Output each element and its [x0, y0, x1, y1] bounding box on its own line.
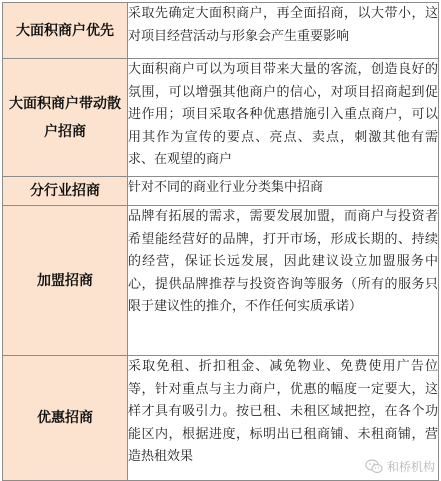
table-row — [3, 59, 439, 177]
strategy-label: 分行业招商 — [3, 177, 128, 206]
strategy-label: 大面积商户优先 — [3, 3, 128, 59]
watermark — [365, 458, 435, 475]
strategy-label: 优惠招商 — [3, 356, 128, 481]
strategy-description: 品牌有拓展的需求，需要发展加盟，而商户与投资者希望能经营好的品牌，打开市场，形成长期的、持续的经营，保证长远发展，因此建议设立加盟服务中心，提供品牌推荐与投资咨询等服务（所有的服务只限于建议性的推介，不作任何实质承诺） — [128, 206, 439, 356]
wechat-icon — [365, 459, 383, 474]
strategy-label: 加盟招商 — [3, 206, 128, 356]
table-row — [3, 206, 439, 356]
strategy-description: 大面积商户可以为项目带来大量的客流，创造良好的氛围，可以增强其他商户的信心，对项目招商起到促进作用；项目采取各种优惠措施引入重点商户，可以用其作为宣传的要点、亮点、卖点，刺激其他有需求、在观望的商户 — [128, 59, 439, 177]
leasing-strategy-table — [2, 2, 439, 481]
watermark-text: 和桥机构 — [386, 460, 435, 474]
strategy-description: 针对不同的商业行业分类集中招商 — [128, 177, 439, 206]
table-row — [3, 177, 439, 206]
table-row — [3, 3, 439, 59]
strategy-label: 大面积商户带动散户招商 — [3, 59, 128, 177]
strategy-description: 采取免租、折扣租金、减免物业、免费使用广告位等，针对重点与主力商户，优惠的幅度一定要大，这样才具有吸引力。按已租、未租区域把控，在各个功能区内，根据进度，标明出已租商铺、未租商铺，营造热租效果 — [128, 356, 439, 481]
strategy-description: 采取先确定大面积商户，再全面招商，以大带小，这对项目经营活动与形象会产生重要影响 — [128, 3, 439, 59]
